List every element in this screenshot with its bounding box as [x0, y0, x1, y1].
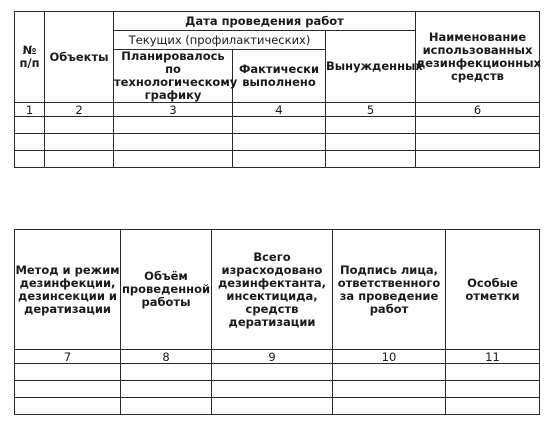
col-method-header: Метод и режим дезинфекции, дезинсекции и дератизации — [15, 230, 121, 350]
col-volume-header: Объём проведенной работы — [121, 230, 212, 350]
column-number: 7 — [15, 350, 121, 364]
col-number-header: № п/п — [15, 12, 45, 103]
empty-cell[interactable] — [114, 117, 233, 134]
col-total-used-header: Всего израсходовано дезинфектанта, инсектицида, средств дератизации — [212, 230, 333, 350]
empty-cell[interactable] — [416, 151, 540, 168]
column-number: 11 — [446, 350, 540, 364]
empty-cell[interactable] — [45, 151, 114, 168]
empty-cell[interactable] — [114, 151, 233, 168]
table-row — [15, 151, 540, 168]
table-row — [15, 398, 540, 415]
empty-cell[interactable] — [15, 398, 121, 415]
column-number: 2 — [45, 103, 114, 117]
empty-cell[interactable] — [212, 381, 333, 398]
empty-cell[interactable] — [212, 398, 333, 415]
empty-cell[interactable] — [45, 134, 114, 151]
column-number-row — [15, 350, 540, 364]
col-signature-header: Подпись лица, ответственного за проведение работ — [333, 230, 446, 350]
empty-cell[interactable] — [326, 151, 416, 168]
table-row — [15, 381, 540, 398]
group-current-header: Текущих (профилактических) — [114, 31, 326, 50]
empty-cell[interactable] — [416, 134, 540, 151]
empty-cell[interactable] — [326, 117, 416, 134]
empty-cell[interactable] — [333, 381, 446, 398]
empty-cell[interactable] — [446, 364, 540, 381]
works-table-part-1 — [14, 11, 540, 168]
empty-cell[interactable] — [416, 117, 540, 134]
empty-cell[interactable] — [114, 134, 233, 151]
col-forced-header: Вынужденных — [326, 31, 416, 103]
table-row — [15, 364, 540, 381]
col-planned-header: Планировалось по технологическому графику — [114, 49, 238, 102]
empty-cell[interactable] — [45, 117, 114, 134]
empty-cell[interactable] — [233, 151, 326, 168]
empty-cell[interactable] — [326, 134, 416, 151]
empty-cell[interactable] — [446, 398, 540, 415]
empty-cell[interactable] — [233, 117, 326, 134]
column-number: 8 — [121, 350, 212, 364]
column-number: 4 — [233, 103, 326, 117]
col-disinfectants-header: Наименование использованных дезинфекционных средств — [416, 12, 540, 103]
empty-cell[interactable] — [121, 381, 212, 398]
empty-cell[interactable] — [15, 134, 45, 151]
empty-cell[interactable] — [233, 134, 326, 151]
empty-cell[interactable] — [333, 398, 446, 415]
column-number: 3 — [114, 103, 233, 117]
col-objects-header: Объекты — [45, 12, 114, 103]
empty-cell[interactable] — [15, 151, 45, 168]
works-table-part-2 — [14, 229, 540, 415]
empty-cell[interactable] — [15, 117, 45, 134]
column-number: 5 — [326, 103, 416, 117]
empty-cell[interactable] — [446, 381, 540, 398]
table-row — [15, 117, 540, 134]
column-number: 9 — [212, 350, 333, 364]
empty-cell[interactable] — [121, 364, 212, 381]
column-number: 10 — [333, 350, 446, 364]
empty-cell[interactable] — [15, 364, 121, 381]
col-notes-header: Особые отметки — [446, 230, 540, 350]
empty-cell[interactable] — [121, 398, 212, 415]
column-number-row — [15, 103, 540, 117]
empty-cell[interactable] — [333, 364, 446, 381]
empty-cell[interactable] — [212, 364, 333, 381]
empty-cell[interactable] — [15, 381, 121, 398]
group-dates-header: Дата проведения работ — [114, 12, 416, 31]
col-actual-header: Фактически выполнено — [233, 50, 326, 103]
column-number: 6 — [416, 103, 540, 117]
table-row — [15, 134, 540, 151]
column-number: 1 — [15, 103, 45, 117]
